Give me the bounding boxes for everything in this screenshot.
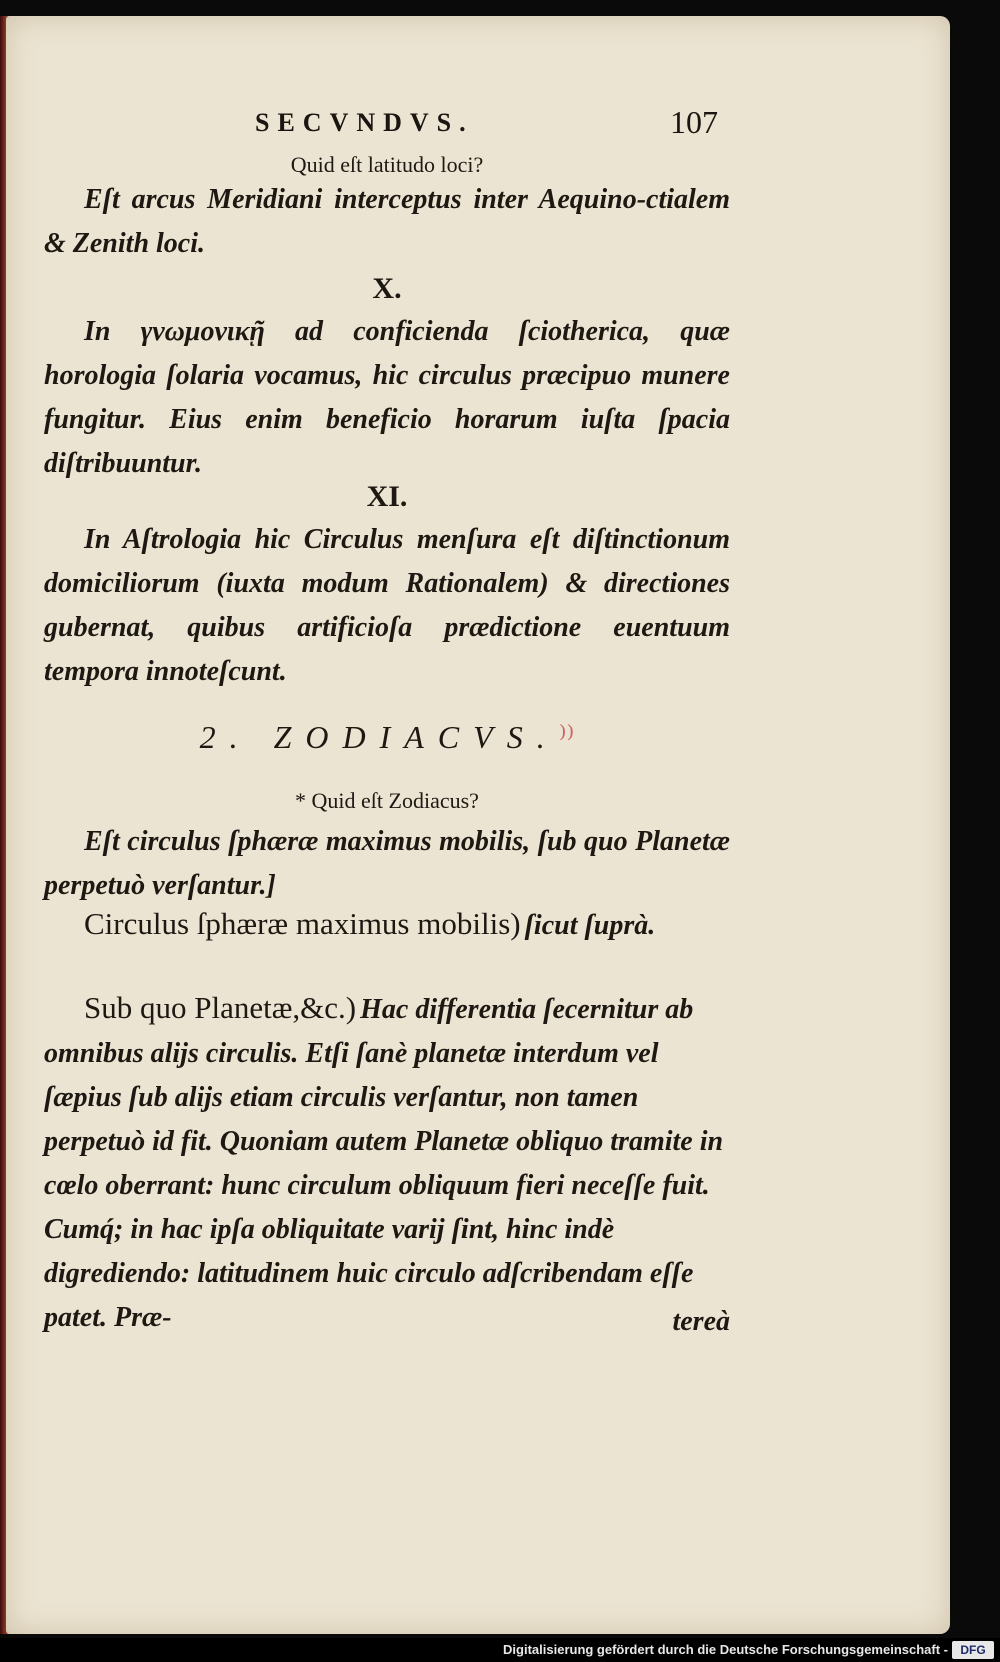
section-number-xi: XI. [366,480,408,513]
paragraph-latitude-definition: Eſt arcus Meridiani interceptus inter Aequino-ctialem & Zenith loci. [44,184,730,259]
section-heading-text: 2. ZODIACVS. [199,719,559,755]
page-number: 107 [670,104,718,140]
section-heading-zodiacus [44,718,730,756]
paragraph-zodiacus-definition: Eſt circulus ſphæræ maximus mobilis, ſub quo Planetæ perpetuò verſantur.] [44,826,730,901]
commentary-text: Hac differentia ſecernitur ab omnibus alijs circulis. Etſi ſanè planetæ interdum vel ſæpius ſub alijs etiam circulis verſantur, non tamen perpetuò id fit. Quoniam autem Planetæ obliquo tramite in cœlo oberrant: hunc circulum obliquum fieri neceſſe fuit. Cumq́; in hac ipſa obliquitate varij ſint, hinc indè digrediendo: latitudinem huic circulo adſcribendam eſſe patet. Præ- [44,994,724,1333]
question-latitude: Quid eſt latitudo loci? [290,152,484,177]
paragraph-gnomonics: In γνωμονικῇ ad conficienda ſciotherica, quæ horologia ſolaria vocamus, hic circulus præcipuo munere fungitur. Eius enim beneficio horarum iuſta ſpacia diſtribuuntur. [44,316,730,479]
paragraph-commentary-1 [44,904,730,948]
lemma-text: Sub quo Planetæ,&c.) [84,990,357,1025]
paragraph-commentary-2 [44,988,730,1340]
commentary-text: ſicut ſuprà. [524,910,656,941]
lemma-text: Circulus ſphæræ maximus mobilis) [84,906,521,941]
marginal-mark: ⁾⁾ [558,719,575,755]
running-head: SECVNDVS. [255,108,474,137]
paragraph-astrology: In Aſtrologia hic Circulus menſura eſt diſtinctionum domiciliorum (iuxta modum Rationalem) & directiones gubernat, quibus artificioſa prædictione euentuum tempora innoteſcunt. [44,524,730,687]
dfg-logo-icon: DFG [952,1641,994,1659]
digitization-credit: Digitalisierung gefördert durch die Deutsche Forschungsgemeinschaft - [0,1638,1000,1662]
catchword: tereà [672,1306,730,1337]
question-zodiacus: * Quid eſt Zodiacus? [295,788,479,813]
page-header [0,104,1000,148]
section-number-x: X. [372,272,402,305]
